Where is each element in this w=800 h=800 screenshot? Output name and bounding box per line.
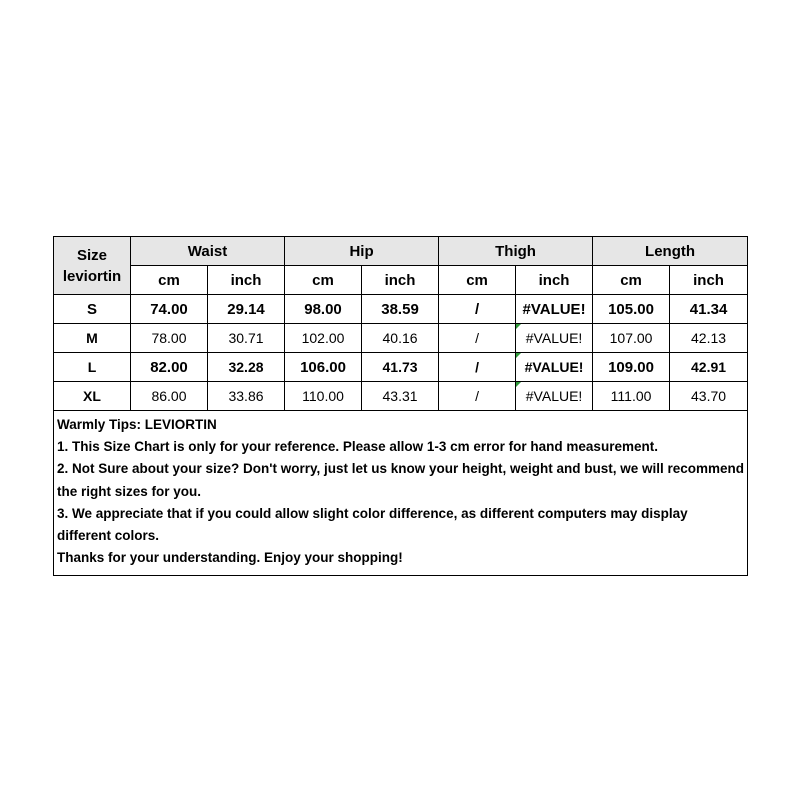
note-line: 2. Not Sure about your size? Don't worry, just let us know your height, weight and bust, we will recommend the right sizes for you. xyxy=(57,461,745,499)
value-cell: 105.00 xyxy=(593,295,670,324)
table-row xyxy=(54,353,748,382)
value-cell: 98.00 xyxy=(285,295,362,324)
value-cell: 86.00 xyxy=(131,382,208,411)
unit-cell: inch xyxy=(208,266,285,295)
group-header-row xyxy=(54,237,748,266)
value-cell: 42.91 xyxy=(670,353,748,382)
value-cell: 38.59 xyxy=(362,295,439,324)
error-marker-icon xyxy=(516,324,521,329)
size-label: XL xyxy=(54,382,131,411)
value-cell: / xyxy=(439,353,516,382)
group-hip: Hip xyxy=(285,237,439,266)
size-header-line: Size xyxy=(76,246,107,264)
value-cell: #VALUE! xyxy=(516,295,593,324)
error-marker-icon xyxy=(516,353,521,358)
value-cell: 33.86 xyxy=(208,382,285,411)
value-cell: 107.00 xyxy=(593,324,670,353)
unit-header-row xyxy=(54,266,748,295)
size-label: M xyxy=(54,324,131,353)
value-text: #VALUE! xyxy=(525,388,583,404)
value-cell: 41.73 xyxy=(362,353,439,382)
value-cell: 74.00 xyxy=(131,295,208,324)
value-cell: 106.00 xyxy=(285,353,362,382)
value-text: #VALUE! xyxy=(524,359,584,375)
group-length: Length xyxy=(593,237,748,266)
value-cell: 43.31 xyxy=(362,382,439,411)
note-line: 1. This Size Chart is only for your reference. Please allow 1-3 cm error for hand measurement. xyxy=(57,439,658,455)
note-line: 3. We appreciate that if you could allow slight color difference, as different computers may display different colors. xyxy=(57,505,688,544)
table-row xyxy=(54,324,748,353)
value-cell: / xyxy=(439,382,516,411)
unit-cell: inch xyxy=(670,266,748,295)
unit-cell: cm xyxy=(131,266,208,295)
value-cell xyxy=(516,324,593,353)
value-cell: / xyxy=(439,324,516,353)
notes-cell xyxy=(54,411,748,576)
value-cell: 29.14 xyxy=(208,295,285,324)
size-chart-table xyxy=(53,236,748,576)
value-cell: 42.13 xyxy=(670,324,748,353)
value-cell: 41.34 xyxy=(670,295,748,324)
group-waist: Waist xyxy=(131,237,285,266)
value-cell: 102.00 xyxy=(285,324,362,353)
notes-row xyxy=(54,411,748,576)
unit-cell: cm xyxy=(439,266,516,295)
size-label: L xyxy=(54,353,131,382)
value-cell: 32.28 xyxy=(208,353,285,382)
table-row xyxy=(54,382,748,411)
unit-cell: inch xyxy=(516,266,593,295)
unit-cell: cm xyxy=(285,266,362,295)
value-text: #VALUE! xyxy=(525,330,583,346)
value-cell: 82.00 xyxy=(131,353,208,382)
table-row xyxy=(54,295,748,324)
value-cell: 109.00 xyxy=(593,353,670,382)
size-label: S xyxy=(54,295,131,324)
note-closing: Thanks for your understanding. Enjoy your shopping! xyxy=(57,550,403,566)
notes-title: Warmly Tips: LEVIORTIN xyxy=(57,417,217,432)
error-marker-icon xyxy=(516,382,521,387)
value-cell: 111.00 xyxy=(593,382,670,411)
value-cell: 30.71 xyxy=(208,324,285,353)
group-thigh: Thigh xyxy=(439,237,593,266)
value-cell: / xyxy=(439,295,516,324)
unit-cell: cm xyxy=(593,266,670,295)
value-cell xyxy=(516,382,593,411)
value-cell xyxy=(516,353,593,382)
value-cell: 110.00 xyxy=(285,382,362,411)
value-cell: 78.00 xyxy=(131,324,208,353)
value-cell: 40.16 xyxy=(362,324,439,353)
size-header-cell xyxy=(54,237,131,295)
value-cell: 43.70 xyxy=(670,382,748,411)
unit-cell: inch xyxy=(362,266,439,295)
brand-header-line: leviortin xyxy=(62,267,122,285)
